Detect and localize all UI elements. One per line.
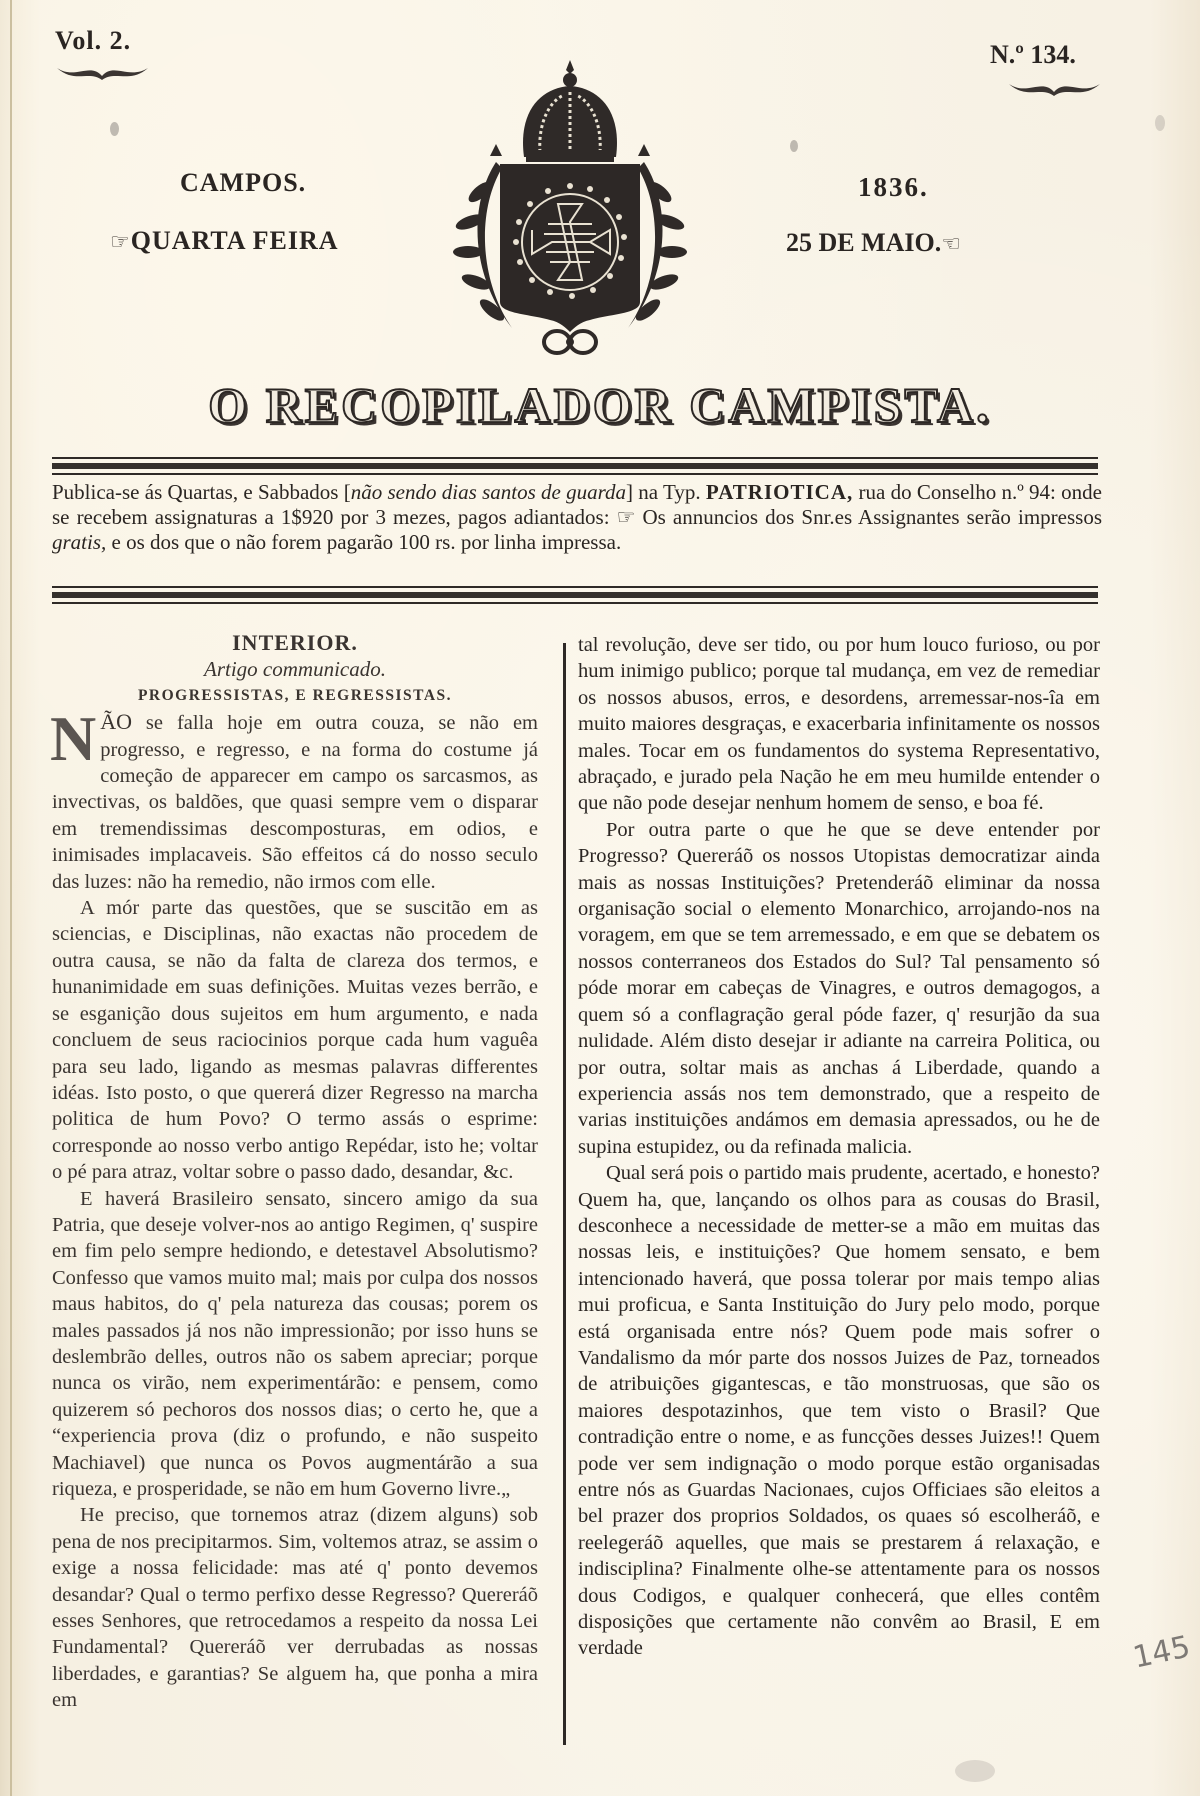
- paragraph: Por outra parte o que he que se deve entender por Progresso? Quereráõ os nossos Utopistas democratizar ainda mais as nossas Instituições? Pretenderáõ eliminar da nossa organisação social o elemento Monarchico, arrojando-nos na voragem, em que se tem arremessado, e em que se debatem os nossos conterraneos dos Estados do Sul? Tal pensamento só póde morar em cabeças de Vinagres, e outros demagogos, a quem só a conflagração geral póde fazer, q' resurjão da sua nulidade. Além disto desejar ir adiante na carreira Politica, ou por outra, soltar mais as anchas á Liberdade, quando a experiencia assás nos tem demonstrado, que a respeito de varias instituições andámos em demasia apressados, ou he de supina estupidez, ou da refinada malicia.: [578, 818, 1100, 1158]
- pointing-hand-icon: ☞: [110, 229, 131, 254]
- drop-cap: N: [50, 703, 97, 775]
- city-label: CAMPOS.: [180, 168, 307, 197]
- date-label: [786, 228, 961, 258]
- volume-label: Vol. 2.: [55, 26, 132, 55]
- imperial-coat-of-arms-icon: [440, 52, 700, 362]
- ink-spot: [110, 122, 119, 136]
- paragraph: A mór parte das questões, que se suscitão em as sciencias, e Disciplinas, não exactas não procedem de outra causa, se não da falta de clareza dos termos, e hunanimidade em suas definições. Muitas vezes berrão, e se esganição dous sujeitos em hum argumento, e nada concluem de seus raciocinios porque cada hum vaguêa para seu lado, ligando as mesmas palavras differentes idéas. Isto posto, o que quererá dizer Regresso na marcha politica de hum Povo? O termo assás o esprime: corresponde ao nosso verbo antigo Repédar, isto he; voltar o pé para atraz, voltar sobre o passo dado, desandar, &c.: [52, 897, 538, 1184]
- weekday-text: QUARTA FEIRA: [130, 226, 339, 255]
- article-subtitle: Artigo communicado.: [204, 657, 386, 682]
- article-title: PROGRESSISTAS, E REGRESSISTAS.: [137, 686, 453, 704]
- left-column: [52, 630, 538, 1714]
- stain: [955, 1760, 995, 1782]
- paragraph: E haverá Brasileiro sensato, sincero amigo da sua Patria, que deseje volver-nos ao antigo Regimen, q' suspire em fim pelo sempre hediondo, e detestavel Absolutismo? Confesso que vamos muito mal; mais por culpa dos nossos maus habitos, do q' pela natureza das cousas; porem os males passados já nos não impressionão; por isso huns se deslembrão delles, outros não os sabem apreciar; porque nunca os virão, nem experimentárão: e pensem, como quizerem só pechoros dos nossos dias; o certo he, que a “experiencia prova (diz o profundo, e não suspeito Machiavel) que nunca os Povos augmentárão a sua riqueza, e prosperidade, se não em hum Governo livre.„: [52, 1187, 538, 1500]
- double-rule: [52, 457, 1098, 475]
- page-edge: [10, 0, 12, 1796]
- newspaper-title: O RECOPILADOR CAMPISTA.: [208, 377, 992, 433]
- issue-number: N.º 134.: [990, 40, 1076, 69]
- swash-ornament-icon: [1007, 78, 1102, 100]
- paragraph: tal revolução, deve ser tido, ou por hum louco furioso, ou por hum inimigo publico; porque tal mudança, em vez de remediar os nossos abusos, erros, e desordens, arremessar-nos-îa em muito maiores desgraças, e exacerbaria infinitamente os nossos males. Tocar em os fundamentos do systema Representativo, abraçado, e jurado pela Nação he em meu humilde entender o que não pode desejar nenhum homem de senso, e boa fé.: [578, 634, 1100, 815]
- section-heading: INTERIOR.: [232, 630, 358, 655]
- handwritten-page-number: 145: [1129, 1629, 1194, 1676]
- year-label: 1836.: [858, 172, 929, 202]
- publication-imprint: Publica-se ás Quartas, e Sabbados [não sendo dias santos de guarda] na Typ. PATRIOTICA, rua do Conselho n.º 94: onde se recebem assignaturas a 1$920 por 3 mezes, pagos adiantados: ☞ Os annuncios dos Snr.es Assignantes serão impressos gratis, e os dos que o não forem pagarão 100 rs. por linha impressa.: [52, 480, 1102, 554]
- paragraph: Qual será pois o partido mais prudente, acertado, e honesto? Quem ha, que, lançando os olhos para as cousas do Brasil, desconhece a necessidade de metter-se a mão em muitas das nossas leis, e instituições? Que homem sensato, e bem intencionado haverá, que possa tolerar por mais tempo alias mui proficua, e Santa Instituição do Jury pelo modo, porque está organisada entre nós? Quem pode mais sofrer o Vandalismo da mór parte dos nossos Juizes de Paz, torneados de atribuições gigantescas, e tão monstruosas, que são os maiores despotazinhos, que tem visto o Brasil? Que contradição entre o nome, e as funcções desses Juizes!! Quem pode ver sem indignação o modo porque estão organisadas entre nós as Guardas Nacionaes, cujos Officiaes são eleitos a bel prazer dos proprios Soldados, os quaes só escolheráõ, e reelegeráõ aquelles, que mais se prestarem á relaxação, e indisciplina? Finalmente olhe-se attentamente para os nossos dous Codigos, e qualquer conhecerá, que elles contêm disposições que certamente não convêm ao Brasil, E em verdade: [578, 1162, 1100, 1660]
- double-rule: [52, 586, 1098, 604]
- swash-ornament-icon: [55, 62, 150, 84]
- pointing-hand-icon: ☜: [941, 231, 962, 256]
- ink-spot: [1155, 115, 1165, 131]
- paragraph: NÃO se falla hoje em outra couza, se não em progresso, e regresso, e na forma do costume já começão de apparecer em campo os sarcasmos, as invectivas, os baldões, que quasi sempre vem o disparar em tremendissimas descomposturas, em odios, e inimisades implacaveis. São effeitos cá do nosso seculo das luzes: não ha remedio, não irmos com elle.: [50, 703, 538, 893]
- ink-spot: [790, 140, 798, 152]
- right-column: [578, 632, 1100, 1662]
- weekday-label: [110, 226, 339, 256]
- paragraph: He preciso, que tornemos atraz (dizem alguns) sob pena de nos precipitarmos. Sim, voltemos atraz, se assim o exige a nossa felicidade: mas até q' ponto devemos desandar? Qual o termo perfixo desse Regresso? Quereráõ esses Senhores, que retrocedamos a respeito da nossa Lei Fundamental? Quereráõ ver derrubadas as nossas liberdades, e garantias? Se alguem ha, que ponha a mira em: [52, 1504, 538, 1712]
- column-divider: [563, 643, 566, 1745]
- date-text: 25 DE MAIO.: [786, 228, 942, 257]
